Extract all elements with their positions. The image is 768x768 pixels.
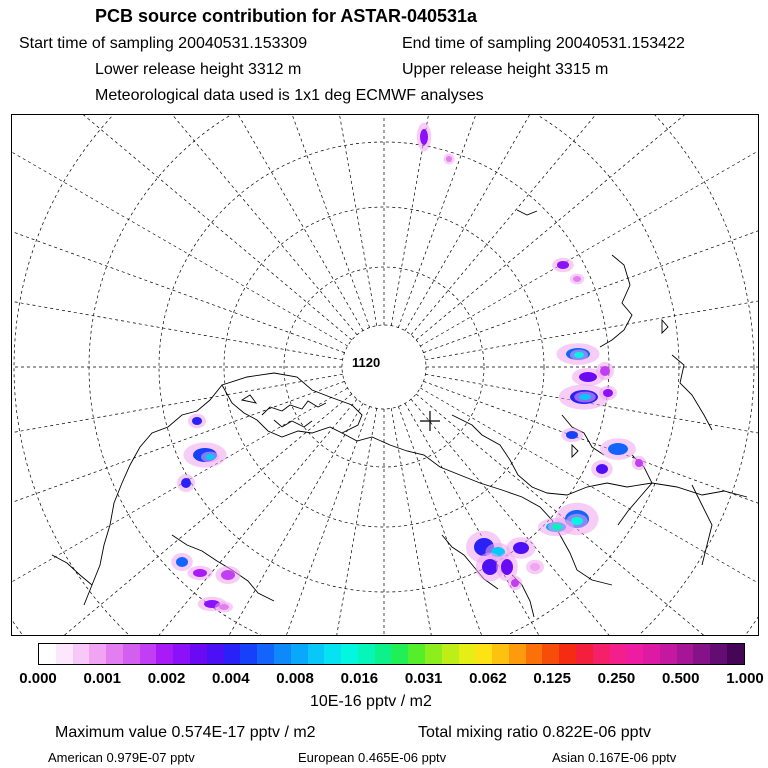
polar-map[interactable] (11, 114, 759, 636)
plume-patch (193, 569, 207, 577)
asian-label: Asian 0.167E-06 pptv (552, 750, 677, 765)
european-label: European 0.465E-06 pptv (298, 750, 447, 765)
meridian-line (12, 115, 348, 346)
meridian-line (405, 115, 734, 331)
plume-patch (635, 459, 643, 467)
colorbar-tick-label: 0.008 (276, 670, 314, 687)
colorbar-segment (324, 644, 341, 664)
colorbar-segment (727, 644, 744, 664)
meridian-line (391, 115, 505, 326)
colorbar-segment (156, 644, 173, 664)
colorbar-tick-label: 0.125 (533, 670, 571, 687)
colorbar-tick-label: 0.001 (83, 670, 122, 687)
map-canvas (12, 115, 758, 635)
start-time-label: Start time of sampling 20040531.153309 (19, 35, 308, 52)
plume-patch (192, 417, 202, 425)
colorbar-segment (341, 644, 358, 664)
colorbar-segment (123, 644, 140, 664)
colorbar-segment (576, 644, 593, 664)
colorbar-segment (660, 644, 677, 664)
colorbar-segment (56, 644, 73, 664)
colorbar-segment (542, 644, 559, 664)
latitude-circle (12, 115, 758, 635)
colorbar-tick-label: 0.004 (212, 670, 250, 687)
colorbar-segment (207, 644, 224, 664)
meridian-line (262, 115, 376, 326)
plot-title: PCB source contribution for ASTAR-040531a (95, 6, 478, 26)
plume-patch (566, 431, 578, 439)
plume-patch (219, 604, 229, 610)
meridian-line (12, 115, 357, 335)
plume-patch (574, 352, 584, 358)
plume-patch (176, 557, 188, 567)
colorbar-segment (391, 644, 408, 664)
station-marks: 1120 (352, 355, 381, 370)
latitude-circle (12, 115, 758, 635)
colorbar-segment (274, 644, 291, 664)
lower-height-label: Lower release height 3312 m (95, 61, 302, 78)
plume-patch (579, 372, 597, 382)
meridian-line (262, 408, 376, 635)
colorbar-segment (610, 644, 627, 664)
plume-patch (552, 524, 562, 530)
plume-patch (205, 454, 215, 460)
colorbar-segment (358, 644, 375, 664)
colorbar-segment (526, 644, 543, 664)
colorbar-segment (425, 644, 442, 664)
american-label: American 0.979E-07 pptv (48, 750, 195, 765)
max-value-label: Maximum value 0.574E-17 pptv / m2 (55, 724, 316, 741)
lat-lon-grid (12, 115, 758, 635)
colorbar-segment (39, 644, 56, 664)
colorbar-tick-label: 0.031 (404, 670, 443, 687)
meridian-line (145, 406, 370, 635)
plume-patch (181, 478, 191, 488)
end-time-label: End time of sampling 20040531.153422 (402, 35, 685, 52)
colorbar-tick-label: 0.062 (469, 670, 507, 687)
colorbar-segment (89, 644, 106, 664)
concentration-patches (171, 123, 646, 613)
colorbar-segment (190, 644, 207, 664)
total-mixing-label: Total mixing ratio 0.822E-06 pptv (418, 724, 652, 741)
meridian-line (12, 245, 343, 359)
meridian-line (12, 381, 345, 606)
colorbar-segment (173, 644, 190, 664)
colorbar-segment (626, 644, 643, 664)
coastlines (52, 210, 747, 617)
meridian-line (416, 115, 758, 340)
meridian-line (12, 399, 357, 635)
plume-patch (573, 276, 581, 282)
plume-patch (221, 570, 235, 580)
latitude-circle (224, 207, 544, 527)
meridian-line (420, 115, 758, 346)
colorbar-segment (677, 644, 694, 664)
colorbar-segment (73, 644, 90, 664)
plume-patch (557, 261, 569, 269)
meridian-line (423, 128, 758, 353)
colorbar-segment (140, 644, 157, 664)
colorbar-segment (240, 644, 257, 664)
plume-patch (513, 542, 529, 554)
colorbar-segment (224, 644, 241, 664)
meridian-line (12, 394, 352, 635)
colorbar-tick-label: 0.002 (147, 670, 186, 687)
meridian-line (12, 115, 352, 340)
colorbar-segment (475, 644, 492, 664)
colorbar-tick-label: 0.000 (19, 670, 57, 687)
colorbar-segment (308, 644, 325, 664)
met-data-label: Meteorological data used is 1x1 deg ECMWF analyses (95, 87, 484, 104)
meridian-line (391, 408, 505, 635)
plume-patch (420, 129, 428, 145)
colorbar-segment (643, 644, 660, 664)
plume-patch (530, 563, 540, 571)
plume-patch (511, 579, 519, 587)
plume-patch (446, 156, 452, 162)
meridian-line (12, 388, 348, 635)
colorbar-segment (257, 644, 274, 664)
meridian-line (34, 115, 363, 331)
plume-patch (482, 559, 498, 575)
latitude-circle (284, 267, 484, 467)
plume-patch (603, 389, 613, 397)
colorbar-segment (291, 644, 308, 664)
colorbar-tick-label: 0.016 (340, 670, 379, 687)
plume-patch (596, 464, 608, 474)
colorbar-segment (408, 644, 425, 664)
plume-patch (600, 366, 610, 376)
colorbar-segment (693, 644, 710, 664)
upper-height-label: Upper release height 3315 m (402, 61, 609, 78)
colorbar-segment (375, 644, 392, 664)
colorbar-segment (106, 644, 123, 664)
colorbar-segment (509, 644, 526, 664)
meridian-line (425, 245, 758, 359)
colorbar (38, 643, 745, 665)
colorbar-segment (593, 644, 610, 664)
colorbar-segment (710, 644, 727, 664)
plume-patch (579, 394, 591, 400)
colorbar-segment (559, 644, 576, 664)
colorbar-segment (442, 644, 459, 664)
meridian-line (12, 128, 345, 353)
plume-patch (501, 559, 513, 575)
colorbar-tick-label: 0.250 (597, 670, 636, 687)
meridian-line (12, 374, 343, 488)
meridian-line (411, 115, 758, 335)
colorbar-segment (459, 644, 476, 664)
plume-patch (608, 443, 628, 455)
colorbar-segment (492, 644, 509, 664)
colorbar-tick-label: 0.500 (661, 670, 700, 687)
colorbar-unit: 10E-16 pptv / m2 (310, 693, 432, 710)
colorbar-tick-label: 1.000 (726, 670, 764, 687)
